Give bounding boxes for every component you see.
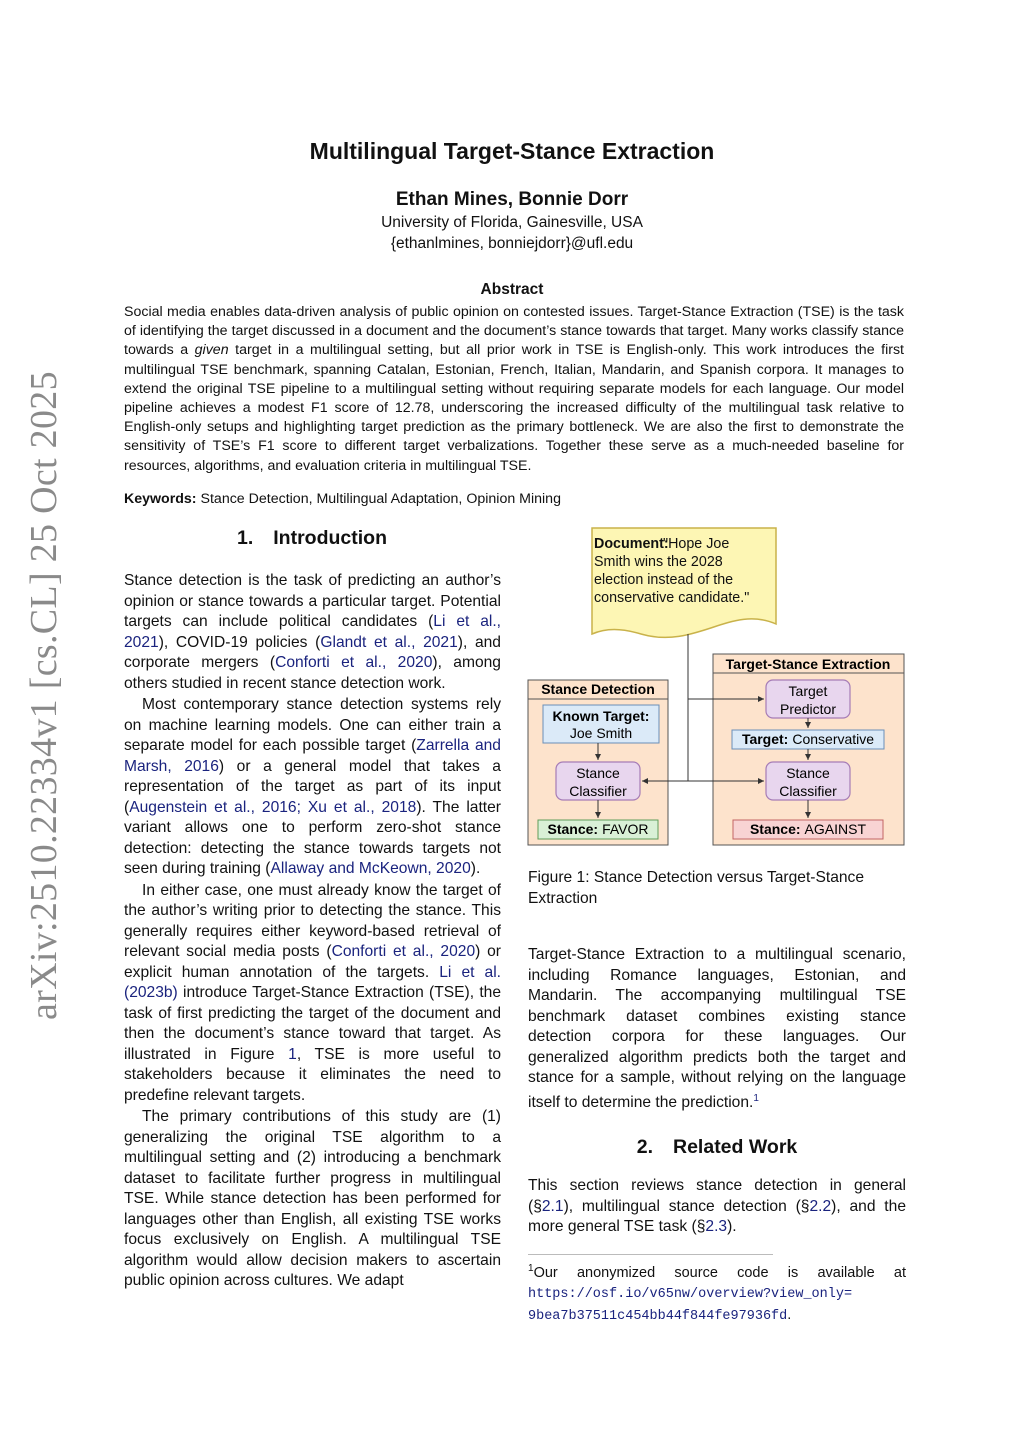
document-line-4: conservative candidate." [594,590,750,606]
target-label: Target: [741,731,789,747]
keywords-value: Stance Detection, Multilingual Adaptation, Opinion Mining [200,491,561,507]
predictor-line-2: Predictor [779,701,837,717]
footnote-text: Our anonymized source code is available at [533,1264,906,1281]
left-stance-output [548,821,649,837]
abstract-emph: given [194,342,229,359]
related-paragraph: This section reviews stance detection in general (§2.1), multilingual stance detection (§2.2), and the more general TSE task (§2.3). [528,1177,906,1235]
left-classifier-line-1: Stance [576,765,620,781]
footnote-marker[interactable]: 1 [753,1092,759,1104]
abstract-text-2: target in a multilingual setting, but all prior work in TSE is English-only. This work introduces the first multilingual TSE benchmark, spanning Catalan, Estonian, French, Italian, Mandarin, and Spanish corpora. It manages to extend the original TSE pipeline to a multilingual setting without requiring separate models for each language. Our model pipeline achieves a modest F1 score of 12.78, underscoring the increased difficulty of the multilingual task relative to English-only setups and highlighting target prediction as the primary bottleneck. We are also the first to demonstrate the sensitivity of TSE’s F1 score to different target verbalizations. Together these serve as a much-needed baseline for resources, algorithms, and evaluation criteria in multilingual TSE. [124,342,904,474]
citation-link[interactable]: Conforti et al., 2020 [275,654,433,671]
section-link[interactable]: 2.3 [705,1218,728,1235]
document-label: Document: [594,536,669,552]
related-number: 2. [636,1136,653,1158]
document-line-2: Smith wins the 2028 [594,554,723,570]
citation-link[interactable]: Glandt et al., 2021 [320,633,458,651]
right-column-text: Target-Stance Extraction to a multilingual scenario, including Romance languages, Estonian, and Mandarin. The accompanying multilingual TSE benchmark dataset combines existing stance detection corpora for these languages. Our generalized algorithm predicts both the target and stance for a sample, without relying on the language itself to determine the prediction. [528,946,906,1111]
keywords-label: Keywords: [124,491,197,507]
footnote: $^1$Our anonymized source code is available at https://osf.io/v65nw/overview?view_only= 9bea7b37511c454bb44f844fe97936fd. [528,1263,906,1324]
intro-paragraph-1: Stance detection is the task of predicting an author’s opinion or stance towards a particular target. Potential targets can include political candidates (Li et al., 2021), COVID-19 policies (Glandt et al., 2021), and corporate mergers (Conforti et al., 2020), among others studied in recent stance detection work. [124,572,502,692]
footnote-number: 1 [528,1263,534,1274]
figure-caption: Figure 1: Stance Detection versus Target-Stance Extraction [528,869,865,907]
known-target-value: Joe Smith [569,725,633,741]
right-classifier-line-1: Stance [786,765,830,781]
section-link[interactable]: 2.2 [809,1197,832,1215]
target-value: Conservative [792,731,875,747]
intro-paragraph-4: The primary contributions of this study are (1) generalizing the original TSE algorithm to a multilingual setting and (2) introducing a benchmark dataset to facilitate further progress in multilingual TSE. While stance detection has been performed for languages other than English, all existing TSE works focus exclusively on English. A multilingual TSE algorithm would allow decision makers to ascertain public opinion across cultures. We adapt [124,1108,501,1289]
affiliation-block [0,212,1024,254]
citation-link[interactable]: Augenstein et al., 2016; Xu et al., 2018 [129,798,417,816]
paper-title: Multilingual Target-Stance Extraction [309,138,715,164]
known-target-label: Known Target: [552,708,650,724]
predictor-line-1: Target [788,683,828,699]
footnote-rule [528,1254,773,1255]
citation-link[interactable]: Conforti et al., 2020 [331,943,476,960]
figure-reference-link[interactable]: 1 [288,1045,297,1063]
target-output [742,731,874,747]
abstract-heading: Abstract [480,281,544,298]
citation-link[interactable]: Li et al., 2021 [124,613,502,651]
keywords [124,491,904,507]
right-stance-value: AGAINST [804,821,867,837]
paper-authors: Ethan Mines, Bonnie Dorr [395,189,629,210]
right-stance-output [750,821,866,837]
footnote-url-line-1[interactable]: https://osf.io/v65nw/overview?view_only= [528,1286,853,1302]
citation-link[interactable]: Allaway and McKeown, 2020 [270,860,471,877]
left-stance-value: FAVOR [602,821,649,837]
right-column-paragraph [528,945,906,1113]
figure-1-diagram [526,522,908,850]
left-classifier-line-2: Classifier [569,783,627,799]
abstract-text-1: Social media enables data-driven analysis of public opinion on contested issues. Target-Stance Extraction (TSE) is the task of identifying the target discussed in a document and the document’s stance towards that target. Many works classify stance towards a [124,304,904,359]
right-stance-label: Stance: [749,821,801,837]
intro-paragraph-3: In either case, one must already know the target of the author’s writing prior to detecting the stance. This generally requires either keyword-based retrieval of relevant social media posts (Conforti et al., 2020) or explicit human annotation of the targets. Li et al. (2023b) introduce Target-Stance Extraction (TSE), the task of first predicting the target of the document and then the document’s stance toward that target. As illustrated in Figure 1, TSE is more useful to stakeholders because it eliminates the need to predefine relevant targets. [124,881,501,1104]
intro-body [124,571,501,1292]
document-line-3: election instead of the [594,572,734,588]
intro-number: 1. [237,527,254,549]
footnote-url-line-2[interactable]: 9bea7b37511c454bb44f844fe97936fd [528,1308,788,1324]
citation-link[interactable]: Zarrella and Marsh, 2016 [124,737,501,775]
section-link[interactable]: 2.1 [541,1197,564,1215]
right-classifier-line-2: Classifier [779,783,837,799]
stance-detection-title: Stance Detection [541,681,655,697]
affiliation: University of Florida, Gainesville, USA [381,214,643,231]
intro-heading [124,527,500,550]
abstract-body [124,303,904,476]
tse-title: Target-Stance Extraction [725,656,891,672]
related-title: Related Work [673,1136,798,1158]
intro-paragraph-2: Most contemporary stance detection systems rely on machine learning models. One can either train a separate model for each possible target (Zarrella and Marsh, 2016) or a general model that takes a representation of the target as part of its input (Augenstein et al., 2016; Xu et al., 2018). The latter variant allows one to perform zero-shot stance detection: detecting the stance towards targets not seen during training (Allaway and McKeown, 2020). [124,696,501,877]
author-emails: {ethanlmines, bonniejdorr}@ufl.edu [390,235,634,252]
arxiv-identifier: arXiv:2510.22334v1 [cs.CL] 25 Oct 2025 [23,371,65,1020]
left-stance-label: Stance: [547,821,599,837]
intro-title: Introduction [273,527,387,549]
citation-link[interactable]: Li et al. (2023b) [124,963,501,1001]
related-work-heading [528,1136,906,1159]
document-line-1: "Hope Joe [663,536,730,552]
